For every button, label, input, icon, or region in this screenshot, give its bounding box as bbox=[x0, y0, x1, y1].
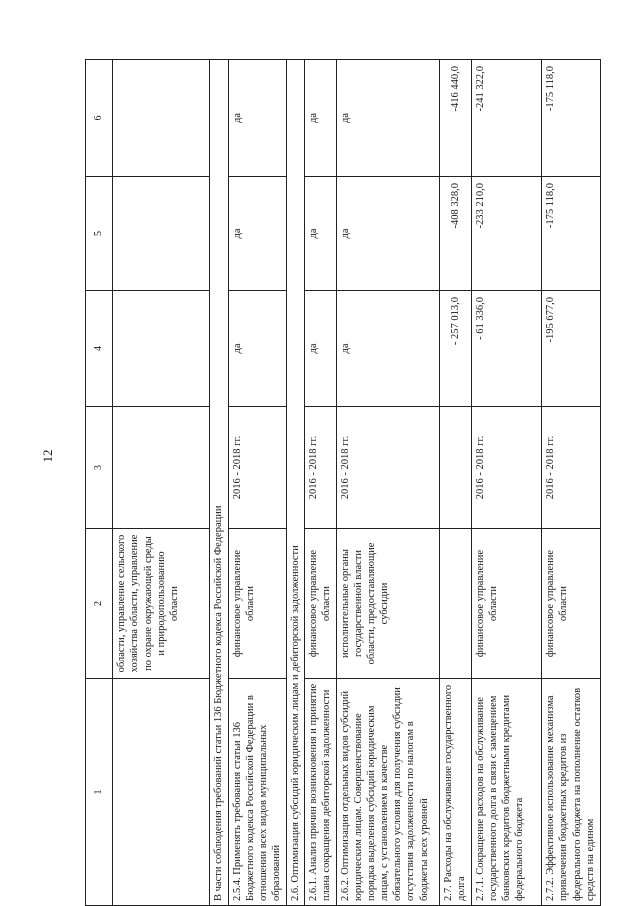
cell-empty bbox=[439, 529, 471, 679]
cell-empty bbox=[113, 177, 210, 291]
table-row bbox=[113, 60, 210, 906]
cell-empty bbox=[113, 407, 210, 529]
section-heading: В части соблюдения требований статьи 136 Бюджетного кодекса Российской Федерации bbox=[210, 60, 228, 906]
cell-executor: финансовое управление области bbox=[542, 529, 601, 679]
cell-value: да bbox=[228, 177, 286, 291]
cell-amount: - 257 013,0 bbox=[439, 291, 471, 407]
table-row bbox=[471, 60, 542, 906]
cell-executor: области, управление сельского хозяйства области, управление по охране окружающей среды и природопользованию области bbox=[113, 529, 210, 679]
table-row bbox=[228, 60, 286, 906]
cell-measure: 2.7. Расходы на обслуживание государственного долга bbox=[439, 679, 471, 906]
cell-executor: финансовое управление области bbox=[228, 529, 286, 679]
header-cell: 2 bbox=[86, 529, 113, 679]
cell-amount: -195 677,0 bbox=[542, 291, 601, 407]
cell-value: да bbox=[305, 177, 337, 291]
cell-empty bbox=[113, 60, 210, 177]
header-cell: 6 bbox=[86, 60, 113, 177]
cell-amount: -175 118,0 bbox=[542, 60, 601, 177]
header-cell: 1 bbox=[86, 679, 113, 906]
cell-executor: финансовое управление области bbox=[471, 529, 542, 679]
table-row bbox=[439, 60, 471, 906]
table-row bbox=[286, 60, 304, 906]
cell-empty bbox=[113, 679, 210, 906]
cell-measure: 2.7.1. Сокращение расходов на обслуживание государственного долга в связи с замещением банковских кредитов бюджетными кредитами федерального бюджета bbox=[471, 679, 542, 906]
cell-period: 2016 - 2018 гг. bbox=[336, 407, 439, 529]
cell-measure: 2.6.1. Анализ причин возникновения и принятие плана сокращения дебиторской задолженности bbox=[305, 679, 337, 906]
cell-amount: -233 210,0 bbox=[471, 177, 542, 291]
header-row bbox=[86, 60, 113, 906]
page-number: 12 bbox=[40, 449, 55, 463]
rotated-table-container bbox=[85, 60, 601, 906]
cell-executor: финансовое управление области bbox=[305, 529, 337, 679]
cell-value: да bbox=[336, 291, 439, 407]
cell-amount: -408 328,0 bbox=[439, 177, 471, 291]
cell-amount: -175 118,0 bbox=[542, 177, 601, 291]
measures-table bbox=[85, 59, 601, 906]
cell-measure: 2.7.2. Эффективное использование механизма привлечения бюджетных кредитов из федерального бюджета на пополнение остатков средств на едином bbox=[542, 679, 601, 906]
cell-value: да bbox=[336, 60, 439, 177]
table-row bbox=[210, 60, 228, 906]
cell-value: да bbox=[228, 60, 286, 177]
cell-executor: исполнительные органы государственной власти области, предоставляющие субсидии bbox=[336, 529, 439, 679]
cell-empty bbox=[439, 407, 471, 529]
header-cell: 5 bbox=[86, 177, 113, 291]
cell-period: 2016 - 2018 гг. bbox=[228, 407, 286, 529]
header-cell: 4 bbox=[86, 291, 113, 407]
table-row bbox=[305, 60, 337, 906]
cell-period: 2016 - 2018 гг. bbox=[471, 407, 542, 529]
cell-value: да bbox=[336, 177, 439, 291]
table-row bbox=[336, 60, 439, 906]
table-row bbox=[542, 60, 601, 906]
cell-period: 2016 - 2018 гг. bbox=[305, 407, 337, 529]
cell-period: 2016 - 2018 гг. bbox=[542, 407, 601, 529]
cell-measure: 2.5.4. Применять требования статьи 136 Бюджетного кодекса Российской Федерации в отношении всех видов муниципальных образований bbox=[228, 679, 286, 906]
cell-value: да bbox=[228, 291, 286, 407]
cell-value: да bbox=[305, 60, 337, 177]
cell-amount: - 61 336,0 bbox=[471, 291, 542, 407]
cell-value: да bbox=[305, 291, 337, 407]
cell-amount: -241 322,0 bbox=[471, 60, 542, 177]
section-heading: 2.6. Оптимизация субсидий юридическим лицам и дебиторской задолженности bbox=[286, 60, 304, 906]
header-cell: 3 bbox=[86, 407, 113, 529]
cell-measure: 2.6.2. Оптимизация отдельных видов субсидий юридическим лицам. Совершенствование порядка выделения субсидий юридическим лицам, с установлением в качестве обязательного условия для получения субсидии отсутствия задолженности по налогам в бюджеты всех уровней bbox=[336, 679, 439, 906]
cell-empty bbox=[113, 291, 210, 407]
cell-amount: -416 440,0 bbox=[439, 60, 471, 177]
